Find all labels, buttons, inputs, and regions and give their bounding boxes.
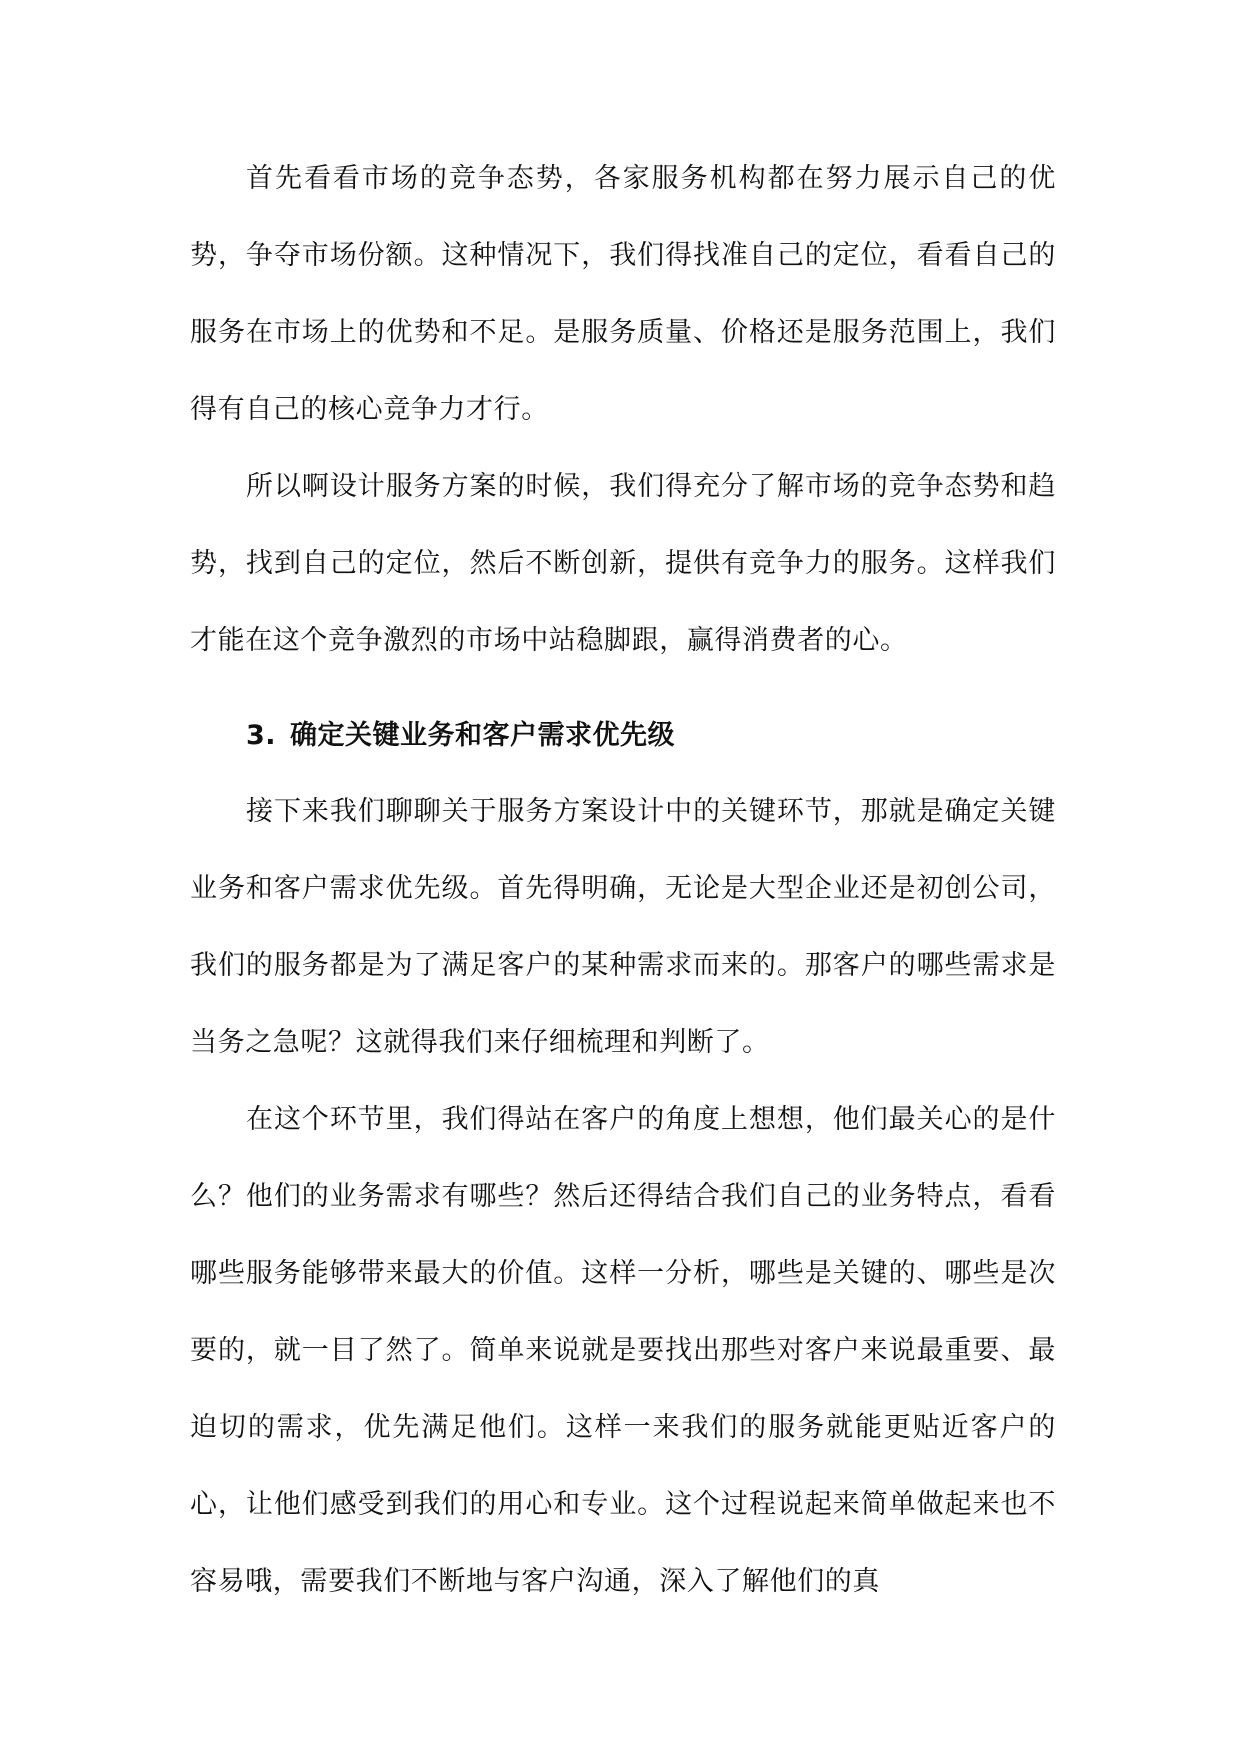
paragraph-market-competition: 首先看看市场的竞争态势，各家服务机构都在努力展示自己的优势，争夺市场份额。这种情况下，我们得找准自己的定位，看看自己的服务在市场上的优势和不足。是服务质量、价格还是服务范围上，我们得有自己的核心竞争力才行。: [190, 163, 1056, 425]
document-body: [190, 140, 1056, 1620]
section-number: 3.: [246, 720, 277, 751]
paragraph-key-business-intro: 接下来我们聊聊关于服务方案设计中的关键环节，那就是确定关键业务和客户需求优先级。首先得明确，无论是大型企业还是初创公司，我们的服务都是为了满足客户的某种需求而来的。那客户的哪些需求是当务之急呢？这就得我们来仔细梳理和判断了。: [190, 796, 1056, 1058]
paragraph-positioning-summary: 所以啊设计服务方案的时候，我们得充分了解市场的竞争态势和趋势，找到自己的定位，然后不断创新，提供有竞争力的服务。这样我们才能在这个竞争激烈的市场中站稳脚跟，赢得消费者的心。: [190, 471, 1056, 656]
paragraph-customer-perspective: 在这个环节里，我们得站在客户的角度上想想，他们最关心的是什么？他们的业务需求有哪些？然后还得结合我们自己的业务特点，看看哪些服务能够带来最大的价值。这样一分析，哪些是关键的、哪些是次要的，就一目了然了。简单来说就是要找出那些对客户来说最重要、最迫切的需求，优先满足他们。这样一来我们的服务就能更贴近客户的心，让他们感受到我们的用心和专业。这个过程说起来简单做起来也不容易哦，需要我们不断地与客户沟通，深入了解他们的真: [190, 1104, 1056, 1597]
section-heading: [190, 699, 1056, 773]
section-title: 确定关键业务和客户需求优先级: [290, 720, 676, 751]
